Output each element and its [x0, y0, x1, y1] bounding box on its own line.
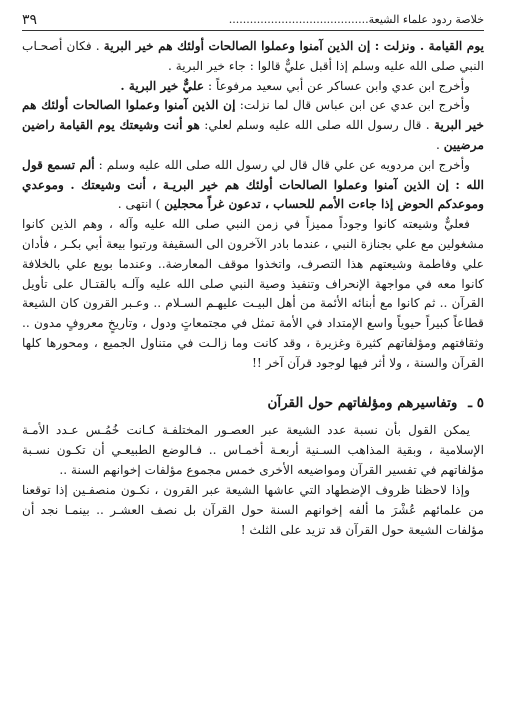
text-run: فعليٌّ وشيعته كانوا وجوداً مميزاً في زمن النبي صلى الله عليه وآله ، وهم الذين كانوا مشغولين مع علي بجنازة النبي ، عندما بادر الآخرون الى السقيفة ورتبوا بيعة أبي بكـر ، فأدان علي وفاطمة وشيعتهم هذا التصرف، واتخذوا موقف المعارضة.. وعندما بويع علي بالخلافة كانوا معه في مواجهة الإنحراف وتنفيذ وصية النبي صلى الله عليه وآلـه بالقتـال على تأويل القرآن .. ثم كانوا مع أبنائه الأئمة من أهل البيـت عليهـم السـلام .. وعـبر القرون كان الشيعة قطاعاً كبيراً حيوياً واسع الإمتداد في الأمة تمثل في مجتمعاتٍ ودول ، وتاريخٍ معروفٍ مدون .. وثقافتهم ومؤلفاتهم كثيرة وغزيرة ، وقد كانت وما زالـت في متناول الجميع ، ومحورها كلها القرآن والسنة ، ولا أثر فيها لوجود قرآن آخر !! [22, 217, 484, 370]
running-title: خلاصة ردود علماء الشيعة........................................ [228, 13, 484, 26]
text-run: وأخرج ابن عدي وابن عساكر عن أبي سعيد مرفوعاً : [204, 78, 470, 93]
section-title: وتفاسيرهم ومؤلفاتهم حول القرآن [267, 394, 458, 411]
section-paragraph-list [22, 420, 484, 540]
paragraph [22, 37, 484, 77]
text-run: يمكن القول بأن نسبة عدد الشيعة عبر العصـور المختلفـة كـانت خُمُـس عـدد الأمـة الإسلامية ، وبقية المذاهب السـنية أربعـة أخمـاس .. فـالوضع الطبيعـي أن تكـون نسـبة مؤلفاتهم في تفسير القرآن ومواضيعه الأخرى خمس مجموع مؤلفات إخوانهم السنة .. [22, 422, 484, 477]
bold-quote: ألم تسمع قول الله : إن الذين آمنوا وعملوا الصالحات أولئك هم خير البريـة ، أنت وشيعتك . وموعدي وموعدكم الحوض إذا جاءت الأمم للحساب ، تدعون غراً محجلين [22, 157, 484, 212]
bold-quote: عليٌّ خير البرية . [120, 78, 205, 93]
page-header [22, 10, 484, 31]
text-run: وإذا لاحظنا ظروف الإضطهاد التي عاشها الشيعة عبر القرون ، نكـون منصفـين إذا توقعنا من علمائهم عُشْرَ ما ألفه إخوانهم السنة حول القرآن بل نصف العشـر .. بينمـا نجد أن مؤلفات الشيعة حول القرآن قد تزيد على الثلث ! [22, 482, 484, 537]
paragraph [22, 480, 484, 540]
text-run: . قال رسول الله صلى الله عليه وسلم لعلي: [199, 118, 434, 133]
section-number: ٥ ـ [468, 394, 484, 411]
main-text [22, 37, 484, 540]
text-run: وأخرج ابن عدي عن ابن عباس قال لما نزلت: [235, 98, 470, 113]
paragraph-list [22, 37, 484, 374]
page-number: ٣٩ [22, 12, 38, 28]
text-run: . [436, 137, 444, 152]
paragraph [22, 420, 484, 480]
bold-quote: إن الذين آمنوا وعملوا الصالحات أولئك هم خير البرية [22, 98, 484, 133]
bold-quote: يوم القيامة . ونزلت : إن الذين آمنوا وعملوا الصالحات أولئك هم خير البرية [103, 39, 485, 53]
paragraph [22, 156, 484, 215]
text-run: ) انتهى . [117, 197, 165, 212]
bold-quote: هو أنت وشيعتك يوم القيامة راضين مرضيين [22, 118, 484, 152]
paragraph [22, 96, 484, 155]
paragraph [22, 77, 484, 97]
section-heading [22, 392, 484, 414]
text-run: وأخرج ابن مردويه عن علي قال قال لي رسول الله صلى الله عليه وسلم : [94, 157, 470, 172]
text-run: . فكان أصحـاب النبي صلى الله عليه وسلم إذا أقبل عليٌّ قالوا : جاء خير البرية . [22, 39, 484, 73]
document-page [22, 10, 484, 710]
paragraph [22, 215, 484, 373]
